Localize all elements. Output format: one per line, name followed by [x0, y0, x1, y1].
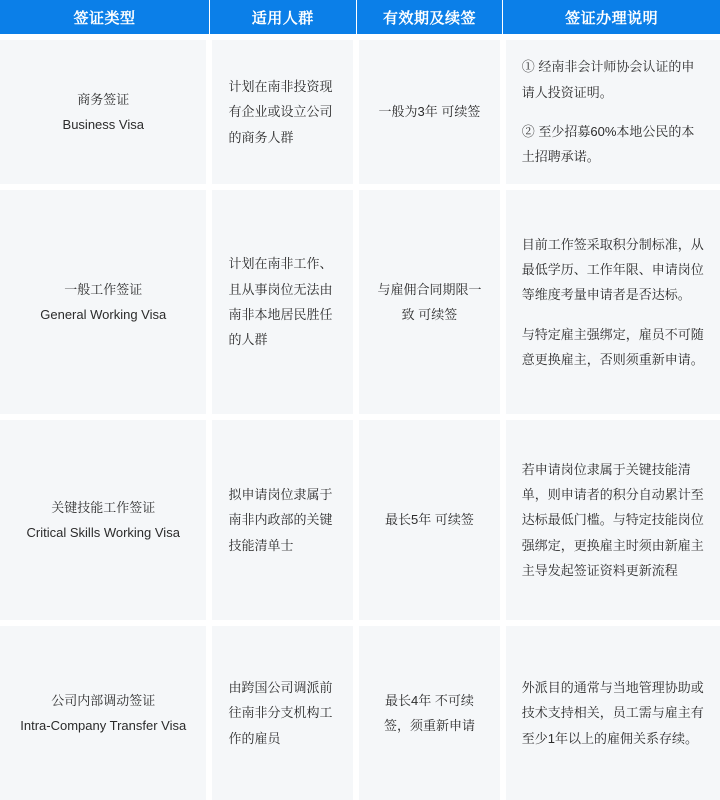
validity-line-1: 最长4年 [385, 692, 432, 708]
validity-line-2: 可续签 [418, 307, 458, 322]
table-row [0, 623, 720, 800]
visa-type-en: Intra-Company Transfer Visa [20, 718, 187, 733]
note-item: 目前工作签采取积分制标准，从最低学历、工作年限、申请岗位等维度考量申请者是否达标。 [521, 236, 704, 303]
table-row [0, 417, 720, 623]
visa-type-en: Critical Skills Working Visa [26, 525, 180, 540]
table-header-row [0, 0, 720, 37]
cell-processing-notes [503, 187, 720, 417]
cell-validity [356, 417, 503, 623]
column-header-applicable-group: 适用人群 [209, 0, 356, 37]
validity-line-2: 可续签 [434, 512, 474, 528]
table-body [0, 37, 720, 800]
cell-visa-type [0, 417, 209, 623]
table-row [0, 37, 720, 187]
cell-visa-type [0, 623, 209, 800]
visa-type-en: General Working Visa [40, 307, 167, 322]
visa-type-cn: 一般工作签证 [64, 281, 143, 297]
visa-type-cn: 关键技能工作签证 [51, 499, 156, 515]
cell-validity [356, 37, 503, 187]
validity-line-2: 不可续签，须重新申请 [383, 692, 475, 733]
visa-type-cn: 商务签证 [77, 91, 130, 107]
visa-type-cn: 公司内部调动签证 [51, 692, 156, 708]
note-item: 外派目的通常与当地管理协助或技术支持相关，员工需与雇主有至少1年以上的雇佣关系存续。 [521, 679, 704, 746]
cell-applicable-group: 拟申请岗位隶属于南非内政部的关键技能清单士 [209, 417, 356, 623]
column-header-visa-type: 签证类型 [0, 0, 209, 37]
note-item: 与特定雇主强绑定，雇员不可随意更换雇主，否则须重新申请。 [521, 326, 704, 368]
validity-line-2: 可续签 [441, 104, 481, 120]
cell-validity [356, 187, 503, 417]
cell-visa-type [0, 187, 209, 417]
cell-processing-notes [503, 623, 720, 800]
note-item: 若申请岗位隶属于关键技能清单，则申请者的积分自动累计至达标最低门槛。与特定技能岗位强绑定，更换雇主时须由新雇主主导发起签证资料更新流程 [521, 461, 704, 579]
cell-applicable-group: 计划在南非工作、且从事岗位无法由南非本地居民胜任的人群 [209, 187, 356, 417]
column-header-processing-notes: 签证办理说明 [503, 0, 720, 37]
note-item: ① 经南非会计师协会认证的申请人投资证明。 [521, 59, 695, 100]
note-item: ② 至少招募60%本地公民的本土招聘承诺。 [521, 124, 695, 165]
validity-line-1: 与雇佣合同期限一致 [377, 281, 482, 322]
cell-validity [356, 623, 503, 800]
table-row [0, 187, 720, 417]
table-header [0, 0, 720, 37]
cell-applicable-group: 由跨国公司调派前往南非分支机构工作的雇员 [209, 623, 356, 800]
cell-processing-notes [503, 417, 720, 623]
visa-type-en: Business Visa [62, 117, 144, 132]
validity-line-1: 一般为3年 [378, 104, 438, 120]
column-header-validity-renewal: 有效期及续签 [356, 0, 503, 37]
cell-processing-notes [503, 37, 720, 187]
cell-visa-type [0, 37, 209, 187]
validity-line-1: 最长5年 [385, 512, 432, 528]
cell-applicable-group: 计划在南非投资现有企业或设立公司的商务人群 [209, 37, 356, 187]
